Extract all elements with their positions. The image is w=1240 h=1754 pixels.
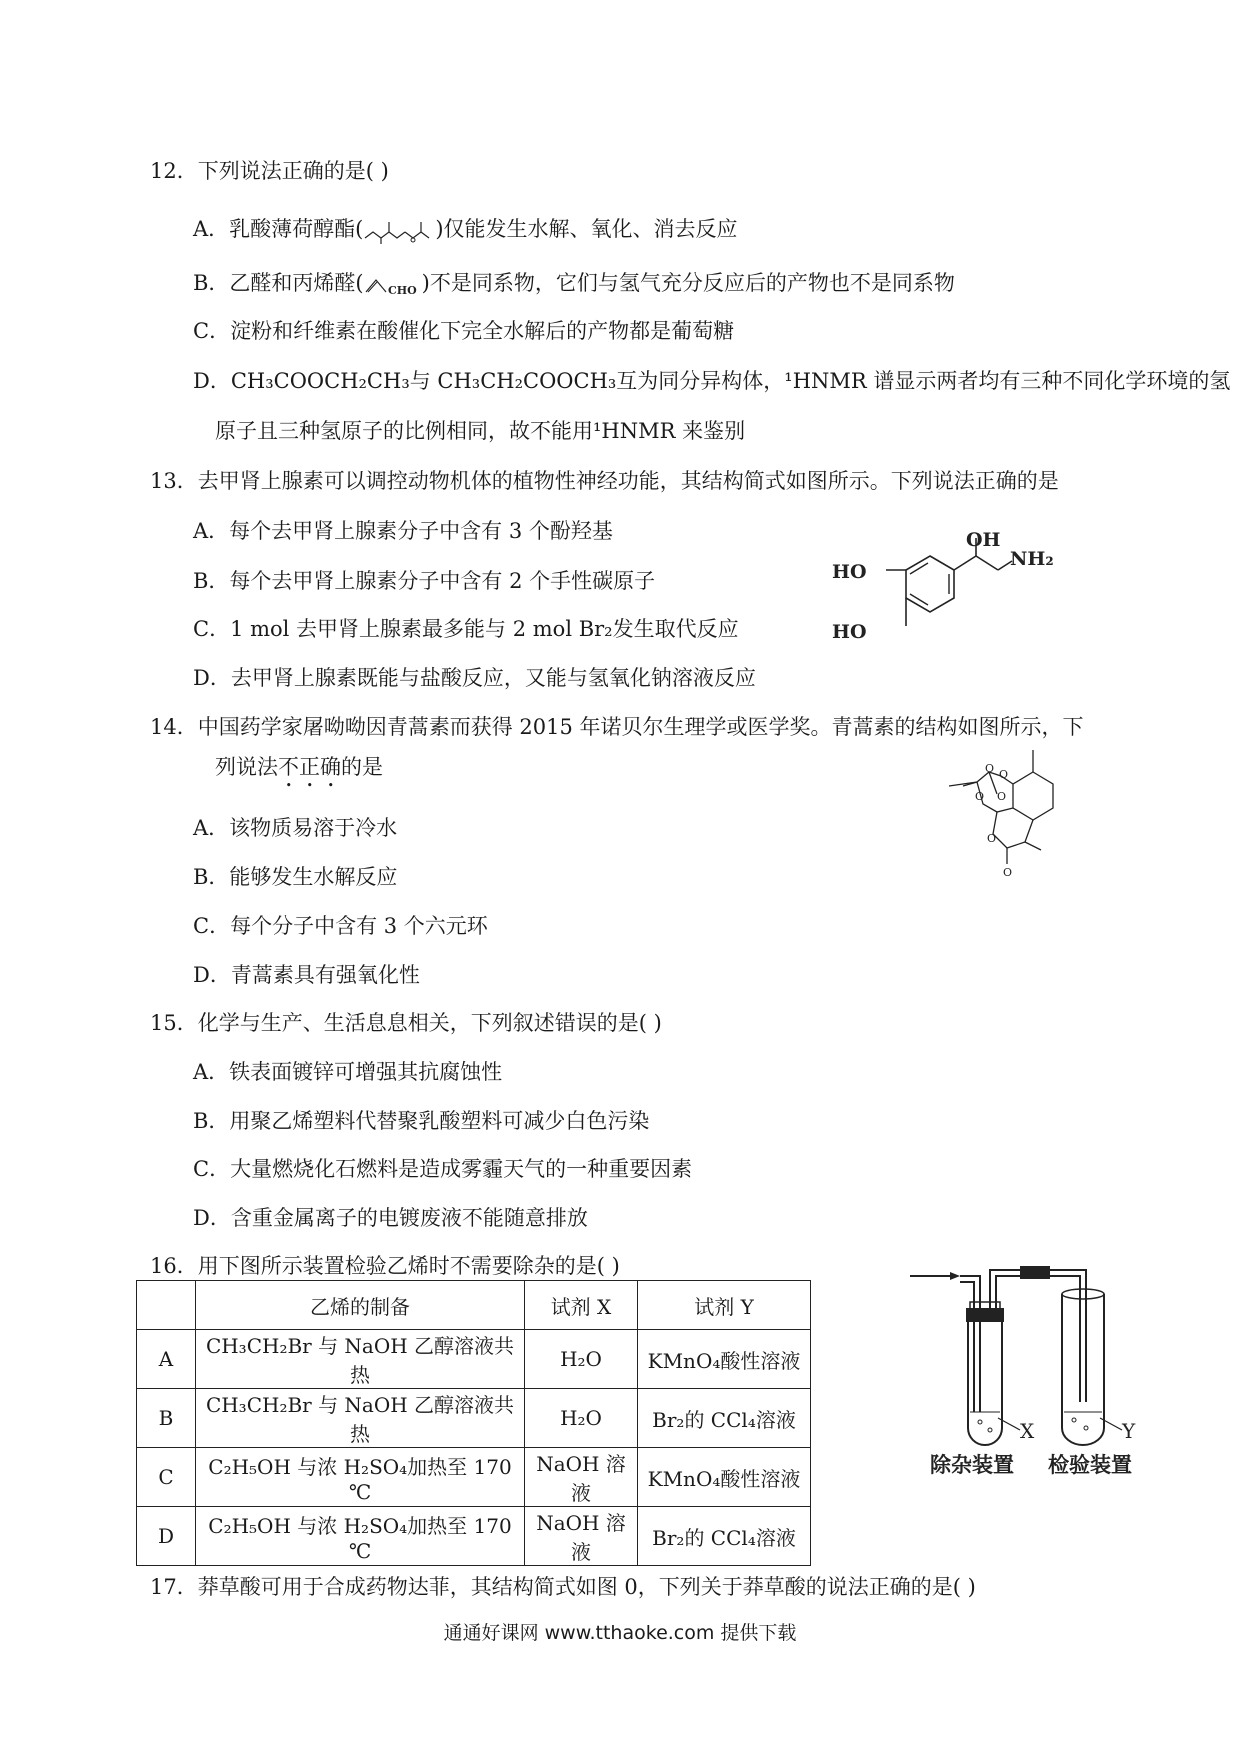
q15-option-b: B．用聚乙烯塑料代替聚乳酸塑料可减少白色污染 xyxy=(193,1109,650,1133)
lactic-menthyl-ester-structure xyxy=(363,216,435,246)
q16-table xyxy=(136,1280,811,1566)
table-header-cell: 试剂 X xyxy=(525,1281,638,1330)
oh-label: OH xyxy=(966,529,1001,551)
q15-option-c: C．大量燃烧化石燃料是造成雾霾天气的一种重要因素 xyxy=(193,1157,693,1181)
q15-option-a: A．铁表面镀锌可增强其抗腐蚀性 xyxy=(193,1060,503,1084)
table-row xyxy=(137,1389,811,1448)
table-cell: H₂O xyxy=(525,1389,638,1448)
q12-option-c: C．淀粉和纤维素在酸催化下完全水解后的产物都是葡萄糖 xyxy=(193,319,735,343)
artemisinin-carbonyl-o: O xyxy=(1003,866,1013,879)
table-cell: C₂H₅OH 与浓 H₂SO₄加热至 170 ℃ xyxy=(196,1507,525,1566)
q14-stem-emphasis: 不正确 xyxy=(278,755,341,779)
testing-apparatus-caption: 检验装置 xyxy=(1048,1452,1132,1477)
artemisinin-peroxide-o1: O xyxy=(985,762,995,775)
table-header-cell: 试剂 Y xyxy=(638,1281,811,1330)
q14-option-a: A．该物质易溶于冷水 xyxy=(193,816,398,840)
artemisinin-ether-o2: O xyxy=(997,790,1007,803)
q12-option-b-post: )不是同系物，它们与氢气充分反应后的产物也不是同系物 xyxy=(421,271,955,295)
table-row xyxy=(137,1330,811,1389)
q12-option-a-pre: A．乳酸薄荷醇酯( xyxy=(193,217,364,241)
q13-option-a: A．每个去甲肾上腺素分子中含有 3 个酚羟基 xyxy=(193,519,613,543)
table-cell: B xyxy=(137,1389,196,1448)
reagent-y-label: Y xyxy=(1122,1419,1136,1443)
acrolein-structure xyxy=(364,272,422,298)
q15-stem: 15．化学与生产、生活息息相关，下列叙述错误的是( ) xyxy=(150,1011,662,1035)
table-cell: KMnO₄酸性溶液 xyxy=(638,1448,811,1507)
table-cell: D xyxy=(137,1507,196,1566)
q14-option-c: C．每个分子中含有 3 个六元环 xyxy=(193,914,488,938)
table-header-row xyxy=(137,1281,811,1330)
q13-option-c: C．1 mol 去甲肾上腺素最多能与 2 mol Br₂发生取代反应 xyxy=(193,617,739,641)
artemisinin-ether-o1: O xyxy=(975,790,985,803)
table-cell: Br₂的 CCl₄溶液 xyxy=(638,1507,811,1566)
table-header-cell: 乙烯的制备 xyxy=(196,1281,525,1330)
q14-stem-post: 的是 xyxy=(341,755,383,779)
q13-option-d: D．去甲肾上腺素既能与盐酸反应，又能与氢氧化钠溶液反应 xyxy=(193,666,756,690)
gas-apparatus-diagram xyxy=(910,1262,1160,1482)
artemisinin-structure xyxy=(945,742,1075,890)
purification-apparatus-caption: 除杂装置 xyxy=(930,1452,1014,1477)
q12-option-b-pre: B．乙醛和丙烯醛( xyxy=(193,271,364,295)
q12-option-a xyxy=(193,214,738,246)
table-row xyxy=(137,1448,811,1507)
q17-stem: 17．莽草酸可用于合成药物达菲，其结构简式如图 0，下列关于莽草酸的说法正确的是( ) xyxy=(150,1575,976,1599)
table-cell: KMnO₄酸性溶液 xyxy=(638,1330,811,1389)
acrolein-cho-label: CHO xyxy=(387,283,417,297)
artemisinin-lactone-o: O xyxy=(987,832,997,845)
ho-label-bottom: HO xyxy=(832,621,867,643)
q15-option-d: D．含重金属离子的电镀废液不能随意排放 xyxy=(193,1206,588,1230)
q12-option-a-post: )仅能发生水解、氧化、消去反应 xyxy=(435,217,738,241)
table-cell: H₂O xyxy=(525,1330,638,1389)
table-cell: C xyxy=(137,1448,196,1507)
table-cell: NaOH 溶液 xyxy=(525,1507,638,1566)
artemisinin-peroxide-o2: O xyxy=(999,768,1009,781)
table-header-cell xyxy=(137,1281,196,1330)
q12-option-d-line1: D．CH₃COOCH₂CH₃与 CH₃CH₂COOCH₃互为同分异构体，¹HNMR 谱显示两者均有三种不同化学环境的氢 xyxy=(193,369,1231,393)
reagent-x-label: X xyxy=(1020,1419,1035,1443)
table-cell: Br₂的 CCl₄溶液 xyxy=(638,1389,811,1448)
q12-option-d-line2: 原子且三种氢原子的比例相同，故不能用¹HNMR 来鉴别 xyxy=(215,419,746,443)
q13-option-b: B．每个去甲肾上腺素分子中含有 2 个手性碳原子 xyxy=(193,569,656,593)
q14-stem-line1: 14．中国药学家屠呦呦因青蒿素而获得 2015 年诺贝尔生理学或医学奖。青蒿素的结构如图所示，下 xyxy=(150,715,1084,739)
nh2-label: NH₂ xyxy=(1010,548,1054,570)
q14-stem-pre: 列说法 xyxy=(215,755,278,779)
table-row xyxy=(137,1507,811,1566)
table-cell: CH₃CH₂Br 与 NaOH 乙醇溶液共热 xyxy=(196,1389,525,1448)
q12-option-b xyxy=(193,268,955,298)
q16-stem: 16．用下图所示装置检验乙烯时不需要除杂的是( ) xyxy=(150,1254,620,1278)
q14-stem-line2 xyxy=(215,752,383,792)
ho-label-top: HO xyxy=(832,561,867,583)
norepinephrine-structure xyxy=(830,528,1060,658)
table-cell: C₂H₅OH 与浓 H₂SO₄加热至 170 ℃ xyxy=(196,1448,525,1507)
q12-stem: 12．下列说法正确的是( ) xyxy=(150,159,389,183)
table-cell: CH₃CH₂Br 与 NaOH 乙醇溶液共热 xyxy=(196,1330,525,1389)
table-cell: A xyxy=(137,1330,196,1389)
q13-stem: 13．去甲肾上腺素可以调控动物机体的植物性神经功能，其结构简式如图所示。下列说法正确的是 xyxy=(150,469,1059,493)
q14-option-b: B．能够发生水解反应 xyxy=(193,865,398,889)
page-footer: 通通好课网 www.tthaoke.com 提供下载 xyxy=(443,1622,797,1644)
q14-option-d: D．青蒿素具有强氧化性 xyxy=(193,963,420,987)
table-cell: NaOH 溶液 xyxy=(525,1448,638,1507)
